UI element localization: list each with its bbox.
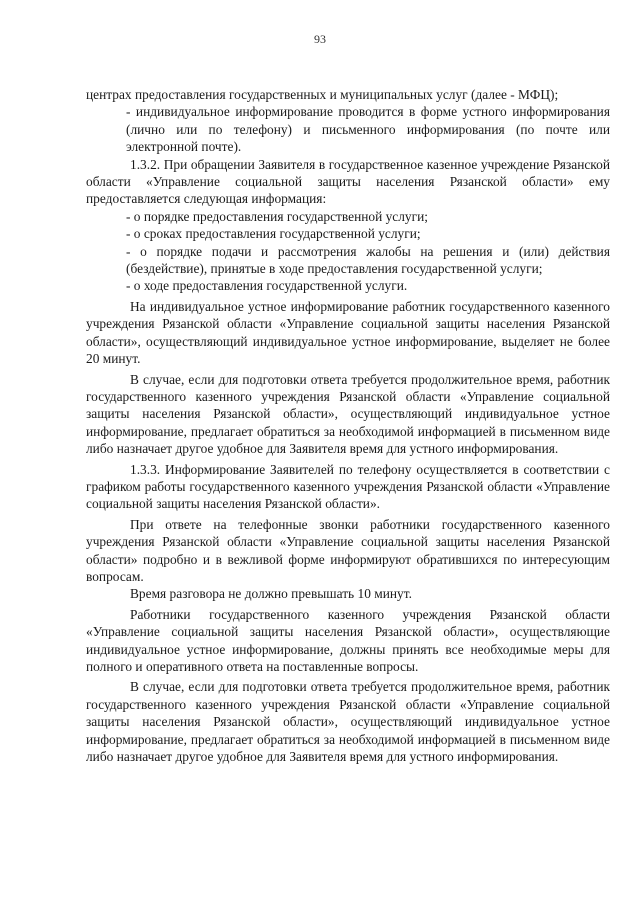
list-item-progress: - о ходе предоставления государственной услуги. bbox=[126, 278, 408, 294]
paragraph-long-answer: В случае, если для подготовки ответа требуется продолжительное время, работник государственного казенного учреждения Рязанской области «Управление социальной защиты населения Рязанской области», осуществляющий индивидуальное устное информирование, предлагает обратиться за необходимой информацией в письменном виде либо назначает другое удобное для Заявителя время для устного информирования. bbox=[86, 371, 610, 457]
paragraph-call-duration: Время разговора не должно превышать 10 минут. bbox=[130, 586, 412, 602]
document-body bbox=[86, 86, 610, 765]
paragraph-workers-measures: Работники государственного казенного учреждения Рязанской области «Управление социальной защиты населения Рязанской области», осуществляющие индивидуальное устное информирование, должны принять все необходимые меры для полного и оперативного ответа на поставленные вопросы. bbox=[86, 606, 610, 674]
paragraph-1-3-2: 1.3.2. При обращении Заявителя в государственное казенное учреждение Рязанской области «Управление социальной защиты населения Рязанской области» ему предоставляется следующая информация: bbox=[86, 156, 610, 207]
list-item-individual-informing: - индивидуальное информирование проводится в форме устного информирования (лично или по телефону) и письменного информирования (по почте или электронной почте). bbox=[126, 104, 610, 155]
paragraph-oral-informing-time: На индивидуальное устное информирование работник государственного казенного учреждения Рязанской области «Управление социальной защиты населения Рязанской области», осуществляющий индивидуальное устное информирование, выделяет не более 20 минут. bbox=[86, 298, 610, 367]
page-number: 93 bbox=[314, 32, 326, 46]
paragraph-long-answer-repeat: В случае, если для подготовки ответа требуется продолжительное время, работник государственного казенного учреждения Рязанской области «Управление социальной защиты населения Рязанской области», осуществляющий индивидуальное устное информирование, предлагает обратиться за необходимой информацией в письменном виде либо назначает другое удобное для Заявителя время для устного информирования. bbox=[86, 679, 610, 765]
list-item-procedure: - о порядке предоставления государственной услуги; bbox=[126, 208, 429, 224]
paragraph-mfc-continuation: центрах предоставления государственных и муниципальных услуг (далее - МФЦ); bbox=[86, 87, 559, 102]
list-item-complaints: - о порядке подачи и рассмотрения жалобы на решения и (или) действия (бездействие), принятые в ходе предоставления государственной услуги; bbox=[126, 243, 610, 277]
list-item-deadlines: - о сроках предоставления государственной услуги; bbox=[126, 226, 421, 242]
paragraph-1-3-3: 1.3.3. Информирование Заявителей по телефону осуществляется в соответствии с графиком работы государственного казенного учреждения Рязанской области «Управление социальной защиты населения Рязанской области». bbox=[86, 461, 610, 512]
paragraph-phone-calls: При ответе на телефонные звонки работники государственного казенного учреждения Рязанской области «Управление социальной защиты населения Рязанской области» подробно и в вежливой форме информируют обратившихся по интересующим вопросам. bbox=[86, 516, 610, 584]
